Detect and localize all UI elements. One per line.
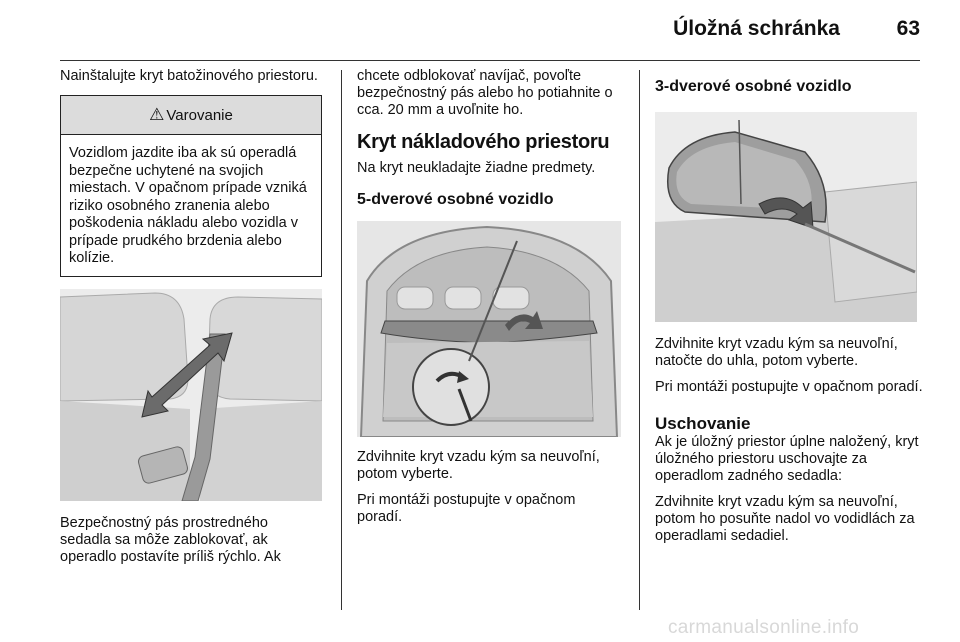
page-title: Úložná schránka <box>673 17 840 40</box>
warning-box <box>60 95 322 277</box>
section-note: Na kryt neukladajte žiadne predmety. <box>357 160 596 176</box>
column-right <box>655 68 923 545</box>
page-header <box>60 0 920 61</box>
column-left <box>60 68 322 566</box>
removal-instruction-5-door: Zdvihnite kryt vzadu kým sa neuvoľní, potom vyberte. <box>357 449 600 482</box>
column-divider-left <box>341 70 342 610</box>
warning-icon: ⚠ <box>149 105 165 124</box>
continuation-paragraph: chcete odblokovať navíjač, povoľte bezpečnostný pás alebo ho potiahnite o cca. 20 mm a uvoľnite ho. <box>357 68 613 118</box>
seatbelt-caption: Bezpečnostný pás prostredného sedadla sa môže zablokovať, ak operadlo postavíte príliš rýchlo. Ak <box>60 514 281 565</box>
column-divider-right <box>639 70 640 610</box>
cargo-cover-5-door-drawing <box>357 221 621 437</box>
seatbelt-drawing <box>60 289 322 501</box>
storage-instruction: Zdvihnite kryt vzadu kým sa neuvoľní, potom ho posuňte nadol vo vodidlách za operadlami sedadiel. <box>655 494 915 544</box>
cargo-cover-5-door-illustration <box>357 221 621 437</box>
installation-instruction-5-door: Pri montáži postupujte v opačnom poradí. <box>357 492 576 525</box>
warning-text: Vozidlom jazdite iba ak sú operadlá bezpečne uchytené na svojich miestach. V opačnom prípade vzniká riziko osobného zranenia alebo poškodenia nákladu alebo vozidla v prípade prudkého brzdenia alebo kolízie. <box>69 145 307 266</box>
warning-header <box>61 96 321 135</box>
warning-title: Varovanie <box>166 106 233 124</box>
column-middle <box>357 68 621 526</box>
intro-paragraph: Nainštalujte kryt batožinového priestoru. <box>60 68 318 84</box>
subheading-5-door: 5-dverové osobné vozidlo <box>357 191 554 208</box>
installation-instruction-3-door: Pri montáži postupujte v opačnom poradí. <box>655 379 923 395</box>
page-number: 63 <box>896 17 920 40</box>
seatbelt-illustration <box>60 289 322 501</box>
watermark: carmanualsonline.info <box>668 617 860 638</box>
removal-instruction-3-door: Zdvihnite kryt vzadu kým sa neuvoľní, natočte do uhla, potom vyberte. <box>655 336 898 369</box>
storage-intro: Ak je úložný priestor úplne naložený, kryt úložného priestoru uschovajte za operadlom zadného sedadla: <box>655 434 919 484</box>
cargo-cover-3-door-illustration <box>655 112 917 322</box>
section-heading-cargo-cover: Kryt nákladového priestoru <box>357 131 610 153</box>
cargo-cover-3-door-drawing <box>655 112 917 322</box>
storage-heading: Uschovanie <box>655 414 751 433</box>
subheading-3-door: 3-dverové osobné vozidlo <box>655 78 852 95</box>
